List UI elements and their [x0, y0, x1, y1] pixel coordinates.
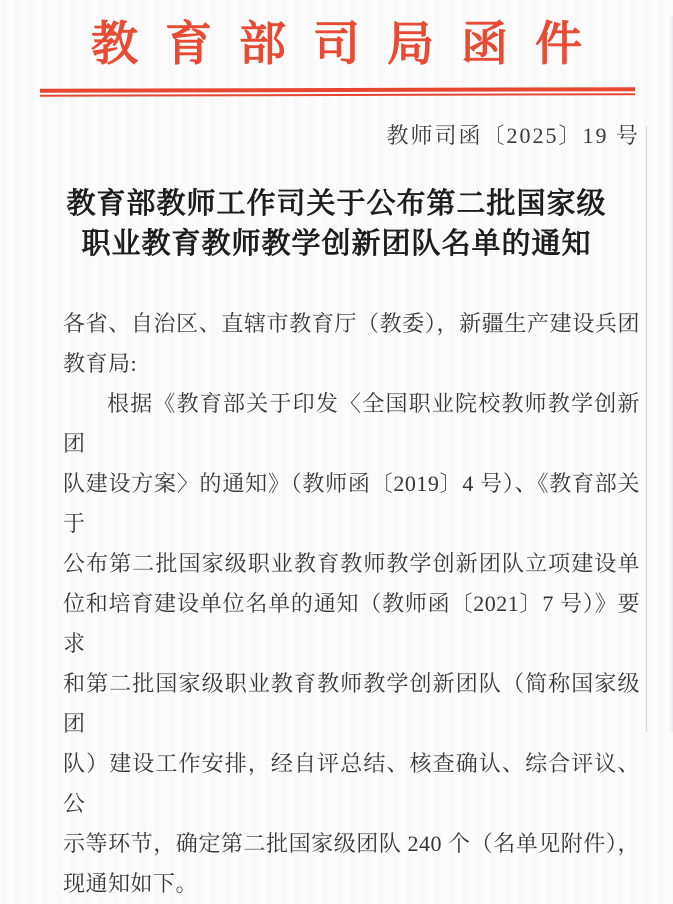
masthead-title: 教育部司局函件 — [91, 19, 609, 71]
separator-thick-rule — [40, 87, 635, 93]
paragraph-line-3: 公布第二批国家级职业教育教师教学创新团队立项建设单 — [63, 551, 640, 576]
notice-title — [0, 184, 673, 264]
paragraph-line-2: 队建设方案〉的通知》（教师函〔2019〕4 号）、《教育部关于 — [63, 471, 640, 536]
salutation-line-2: 教育局: — [63, 351, 138, 376]
scan-artifact-line — [646, 126, 647, 732]
notice-title-line-2: 职业教育教师教学创新团队名单的通知 — [81, 228, 592, 260]
header-separator — [40, 88, 635, 96]
notice-title-line-1: 教育部教师工作司关于公布第二批国家级 — [66, 188, 607, 220]
document-page — [0, 16, 673, 904]
paragraph-line-7: 示等环节，确定第二批国家级团队 240 个（名单见附件）， — [63, 831, 640, 856]
doc-number: 教师司函〔2025〕19 号 — [386, 123, 640, 148]
scan-edge-shade — [669, 16, 673, 732]
body-text — [0, 304, 673, 904]
paragraph-line-5: 和第二批国家级职业教育教师教学创新团队（简称国家级团 — [63, 671, 640, 736]
separator-thin-rule — [40, 93, 635, 97]
paragraph-line-6: 队）建设工作安排，经自评总结、核查确认、综合评议、公 — [63, 751, 640, 816]
salutation-line-1: 各省、自治区、直辖市教育厅（教委），新疆生产建设兵团 — [63, 311, 640, 336]
paragraph-line-4: 位和培育建设单位名单的通知（教师函〔2021〕7 号）》要求 — [63, 591, 640, 656]
paragraph-line-1: 根据《教育部关于印发〈全国职业院校教师教学创新团 — [63, 391, 640, 456]
paragraph-line-8: 现通知如下。 — [63, 871, 199, 896]
